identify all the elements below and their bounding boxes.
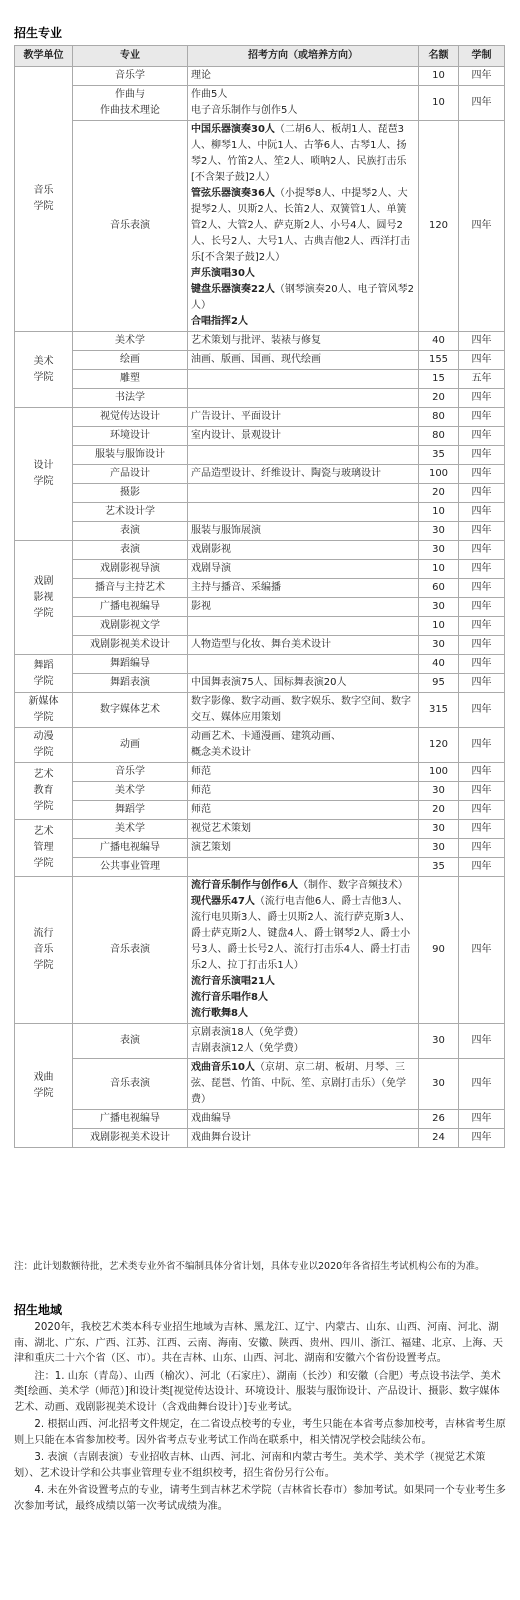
duration-cell: 四年	[459, 801, 505, 820]
direction-cell	[188, 579, 419, 598]
table-row	[15, 839, 505, 858]
table-row	[15, 858, 505, 877]
duration-cell: 四年	[459, 389, 505, 408]
college-cell: 动漫 学院	[15, 728, 73, 763]
table-row	[15, 598, 505, 617]
direction-text: 视觉艺术策划	[191, 823, 251, 834]
major-cell: 舞蹈学	[73, 801, 188, 820]
quota-cell: 80	[419, 408, 459, 427]
major-cell: 服装与服饰设计	[73, 446, 188, 465]
major-cell: 美术学	[73, 782, 188, 801]
table-row	[15, 121, 505, 332]
duration-cell: 四年	[459, 763, 505, 782]
direction-text: 戏剧影视	[191, 544, 231, 555]
table-row	[15, 522, 505, 541]
table-row	[15, 446, 505, 465]
direction-cell	[188, 763, 419, 782]
region-text	[14, 1320, 506, 1516]
direction-text: 师范	[191, 804, 211, 815]
quota-cell: 90	[419, 877, 459, 1024]
duration-cell: 四年	[459, 636, 505, 655]
region-note-2: 2. 根据山西、河北招考文件规定，在二省设点校考的专业，考生只能在本省考点参加校考，吉林省考生原则上只能在本省参加校考。因外省考点专业考试工作尚在联系中，相关情况学校会陆续公布。	[14, 1419, 506, 1446]
table-row	[15, 655, 505, 674]
direction-cell	[188, 1059, 419, 1110]
college-cell: 艺术 管理 学院	[15, 820, 73, 877]
table-row	[15, 408, 505, 427]
duration-cell: 四年	[459, 1129, 505, 1148]
direction-text: 师范	[191, 766, 211, 777]
major-cell: 音乐学	[73, 763, 188, 782]
quota-cell: 315	[419, 693, 459, 728]
duration-cell: 四年	[459, 655, 505, 674]
duration-cell: 四年	[459, 465, 505, 484]
table-row	[15, 503, 505, 522]
quota-cell: 20	[419, 801, 459, 820]
direction-text: 戏曲舞台设计	[191, 1132, 251, 1143]
quota-cell: 30	[419, 541, 459, 560]
quota-cell: 30	[419, 820, 459, 839]
table-row	[15, 465, 505, 484]
quota-cell: 10	[419, 503, 459, 522]
major-cell: 舞蹈表演	[73, 674, 188, 693]
direction-text: 中国乐器演奏30人	[191, 124, 275, 135]
quota-cell: 40	[419, 332, 459, 351]
quota-cell: 60	[419, 579, 459, 598]
direction-text: （二胡6人、板胡1人、琵琶3人、柳琴1人、中阮1人、古筝6人、古琴1人、扬琴2人、竹笛2人、笙2人、唢呐2人、民族打击乐[不含架子鼓]2人）	[191, 124, 407, 183]
direction-text: 流行歌舞8人	[191, 1008, 248, 1019]
table-row	[15, 801, 505, 820]
direction-text: （小提琴8人、中提琴2人、大提琴2人、贝斯2人、长笛2人、双簧管1人、单簧管2人、大管2人、萨克斯2人、小号4人、圆号2人、长号2人、大号1人、古典吉他2人、西洋打击乐[不含架子鼓]2人）	[191, 188, 411, 263]
major-cell: 表演	[73, 541, 188, 560]
table-row	[15, 560, 505, 579]
quota-cell: 35	[419, 446, 459, 465]
table-row	[15, 351, 505, 370]
quota-cell: 35	[419, 858, 459, 877]
direction-text: 现代器乐47人	[191, 896, 255, 907]
direction-text: 服装与服饰展演	[191, 525, 261, 536]
college-cell: 戏剧 影视 学院	[15, 541, 73, 655]
direction-text: 中国舞表演75人、国标舞表演20人	[191, 677, 347, 688]
major-cell: 戏剧影视美术设计	[73, 636, 188, 655]
table-row	[15, 636, 505, 655]
direction-cell	[188, 351, 419, 370]
direction-text: 声乐演唱30人	[191, 268, 255, 279]
direction-cell	[188, 67, 419, 86]
section-title-majors: 招生专业	[14, 26, 63, 40]
table-note: 注：此计划数额待批，艺术类专业外省不编制具体分省计划，具体专业以2020年各省招生考试机构公布的为准。	[14, 1261, 485, 1272]
major-cell: 表演	[73, 1024, 188, 1059]
quota-cell: 155	[419, 351, 459, 370]
major-cell: 戏剧影视导演	[73, 560, 188, 579]
direction-cell	[188, 389, 419, 408]
quota-cell: 95	[419, 674, 459, 693]
direction-cell	[188, 636, 419, 655]
direction-text: 京剧表演18人（免学费） 吉剧表演12人（免学费）	[191, 1027, 304, 1054]
duration-cell: 四年	[459, 351, 505, 370]
quota-cell: 24	[419, 1129, 459, 1148]
major-cell: 美术学	[73, 332, 188, 351]
direction-text: 影视	[191, 601, 211, 612]
direction-text: 艺术策划与批评、装裱与修复	[191, 335, 321, 346]
table-row	[15, 728, 505, 763]
quota-cell: 80	[419, 427, 459, 446]
duration-cell: 四年	[459, 121, 505, 332]
table-row	[15, 617, 505, 636]
duration-cell: 四年	[459, 877, 505, 1024]
direction-cell	[188, 427, 419, 446]
table-header-row	[15, 46, 505, 67]
direction-cell	[188, 465, 419, 484]
duration-cell: 四年	[459, 579, 505, 598]
direction-cell	[188, 598, 419, 617]
direction-text: 理论	[191, 70, 211, 81]
direction-text: 动画艺术、卡通漫画、建筑动画、 概念美术设计	[191, 731, 341, 758]
direction-cell	[188, 877, 419, 1024]
major-cell: 艺术设计学	[73, 503, 188, 522]
quota-cell: 30	[419, 636, 459, 655]
region-note-1: 注：1. 山东（青岛）、山西（榆次）、河北（石家庄）、湖南（长沙）和安徽（合肥）考点设书法学、美术类[绘画、美术学（师范）]和设计类[视觉传达设计、环境设计、服装与服饰设计、产品设计、摄影、数字媒体艺术、动画、戏剧影视美术设计（含戏曲舞台设计）]专业考试。	[14, 1370, 501, 1413]
direction-text: 作曲5人 电子音乐制作与创作5人	[191, 89, 298, 116]
direction-cell	[188, 728, 419, 763]
direction-text: 戏剧导演	[191, 563, 231, 574]
table-body	[15, 67, 505, 1148]
direction-text: （京胡、京二胡、板胡、月琴、三弦、琵琶、竹笛、中阮、笙、京剧打击乐）（免学费）	[191, 1062, 406, 1105]
direction-cell	[188, 560, 419, 579]
table-row	[15, 877, 505, 1024]
direction-cell	[188, 408, 419, 427]
table-row	[15, 1059, 505, 1110]
duration-cell: 四年	[459, 86, 505, 121]
duration-cell: 四年	[459, 839, 505, 858]
college-cell: 美术 学院	[15, 332, 73, 408]
major-cell: 音乐学	[73, 67, 188, 86]
direction-text: （流行电吉他6人、爵士吉他3人、流行电贝斯3人、爵士贝斯2人、流行萨克斯3人、爵士萨克斯2人、键盘4人、爵士钢琴2人、爵士小号3人、爵士长号2人、流行打击乐4人、爵士打击乐2人、拉丁打击乐1人）	[191, 896, 411, 971]
direction-cell	[188, 839, 419, 858]
table-row	[15, 389, 505, 408]
major-cell: 音乐表演	[73, 121, 188, 332]
direction-cell	[188, 674, 419, 693]
duration-cell: 四年	[459, 522, 505, 541]
major-cell: 广播电视编导	[73, 598, 188, 617]
region-paragraph: 2020年，我校艺术类本科专业招生地域为吉林、黑龙江、辽宁、内蒙古、山东、山西、河南、河北、湖南、湖北、广东、广西、江苏、江西、云南、海南、安徽、陕西、贵州、四川、浙江、福建、北京、上海、天津和重庆二十六个省（区、市）。共在吉林、山东、山西、河北、湖南和安徽六个省份设置考点。	[14, 1322, 503, 1364]
duration-cell: 四年	[459, 1110, 505, 1129]
direction-cell	[188, 503, 419, 522]
duration-cell: 四年	[459, 1059, 505, 1110]
quota-cell: 30	[419, 1024, 459, 1059]
duration-cell: 四年	[459, 446, 505, 465]
direction-cell	[188, 1129, 419, 1148]
direction-text: 数字影像、数字动画、数字娱乐、数字空间、数字交互、媒体应用策划	[191, 696, 411, 723]
direction-text: 人物造型与化妆、舞台美术设计	[191, 639, 331, 650]
major-cell: 舞蹈编导	[73, 655, 188, 674]
major-cell: 数字媒体艺术	[73, 693, 188, 728]
quota-cell: 15	[419, 370, 459, 389]
duration-cell: 四年	[459, 408, 505, 427]
direction-cell	[188, 121, 419, 332]
duration-cell: 四年	[459, 820, 505, 839]
header-quota: 名额	[419, 46, 459, 67]
major-cell: 环境设计	[73, 427, 188, 446]
duration-cell: 五年	[459, 370, 505, 389]
table-row	[15, 1024, 505, 1059]
header-unit: 教学单位	[15, 46, 73, 67]
direction-cell	[188, 446, 419, 465]
direction-text: 戏曲音乐10人	[191, 1062, 255, 1073]
quota-cell: 100	[419, 763, 459, 782]
major-cell: 绘画	[73, 351, 188, 370]
header-major: 专业	[73, 46, 188, 67]
table-row	[15, 1110, 505, 1129]
college-cell: 音乐 学院	[15, 67, 73, 332]
direction-text: 室内设计、景观设计	[191, 430, 281, 441]
college-cell: 设计 学院	[15, 408, 73, 541]
table-row	[15, 820, 505, 839]
duration-cell: 四年	[459, 728, 505, 763]
table-row	[15, 332, 505, 351]
major-cell: 音乐表演	[73, 877, 188, 1024]
quota-cell: 10	[419, 560, 459, 579]
duration-cell: 四年	[459, 598, 505, 617]
direction-cell	[188, 782, 419, 801]
direction-text: （制作、数字音频技术）	[297, 880, 408, 891]
duration-cell: 四年	[459, 693, 505, 728]
table-row	[15, 1129, 505, 1148]
header-duration: 学制	[459, 46, 505, 67]
quota-cell: 10	[419, 86, 459, 121]
major-cell: 戏剧影视文学	[73, 617, 188, 636]
table-row	[15, 370, 505, 389]
table-row	[15, 782, 505, 801]
quota-cell: 26	[419, 1110, 459, 1129]
direction-text: 键盘乐器演奏22人	[191, 284, 275, 295]
table-row	[15, 67, 505, 86]
quota-cell: 40	[419, 655, 459, 674]
duration-cell: 四年	[459, 503, 505, 522]
direction-text: 流行音乐演唱21人	[191, 976, 275, 987]
quota-cell: 20	[419, 389, 459, 408]
table-row	[15, 541, 505, 560]
quota-cell: 120	[419, 121, 459, 332]
major-cell: 广播电视编导	[73, 839, 188, 858]
major-cell: 播音与主持艺术	[73, 579, 188, 598]
direction-cell	[188, 617, 419, 636]
duration-cell: 四年	[459, 782, 505, 801]
duration-cell: 四年	[459, 541, 505, 560]
direction-text: 管弦乐器演奏36人	[191, 188, 275, 199]
direction-text: （钢琴演奏20人、电子管风琴2人）	[191, 284, 415, 311]
duration-cell: 四年	[459, 674, 505, 693]
direction-cell	[188, 541, 419, 560]
major-cell: 雕塑	[73, 370, 188, 389]
duration-cell: 四年	[459, 1024, 505, 1059]
major-cell: 作曲与 作曲技术理论	[73, 86, 188, 121]
quota-cell: 120	[419, 728, 459, 763]
majors-table	[14, 45, 505, 1148]
quota-cell: 10	[419, 617, 459, 636]
duration-cell: 四年	[459, 332, 505, 351]
direction-cell	[188, 1024, 419, 1059]
major-cell: 公共事业管理	[73, 858, 188, 877]
quota-cell: 30	[419, 1059, 459, 1110]
table-row	[15, 427, 505, 446]
direction-text: 主持与播音、采编播	[191, 582, 281, 593]
college-cell: 艺术 教育 学院	[15, 763, 73, 820]
table-row	[15, 86, 505, 121]
major-cell: 书法学	[73, 389, 188, 408]
major-cell: 广播电视编导	[73, 1110, 188, 1129]
college-cell: 流行 音乐 学院	[15, 877, 73, 1024]
direction-cell	[188, 693, 419, 728]
direction-text: 广告设计、平面设计	[191, 411, 281, 422]
major-cell: 戏剧影视美术设计	[73, 1129, 188, 1148]
duration-cell: 四年	[459, 858, 505, 877]
duration-cell: 四年	[459, 67, 505, 86]
table-row	[15, 484, 505, 503]
direction-text: 师范	[191, 785, 211, 796]
quota-cell: 30	[419, 782, 459, 801]
duration-cell: 四年	[459, 427, 505, 446]
direction-cell	[188, 522, 419, 541]
major-cell: 视觉传达设计	[73, 408, 188, 427]
quota-cell: 100	[419, 465, 459, 484]
direction-cell	[188, 370, 419, 389]
major-cell: 产品设计	[73, 465, 188, 484]
direction-cell	[188, 858, 419, 877]
direction-cell	[188, 801, 419, 820]
major-cell: 表演	[73, 522, 188, 541]
college-cell: 舞蹈 学院	[15, 655, 73, 693]
header-direction: 招考方向（或培养方向）	[188, 46, 419, 67]
direction-cell	[188, 1110, 419, 1129]
duration-cell: 四年	[459, 560, 505, 579]
direction-text: 产品造型设计、纤维设计、陶瓷与玻璃设计	[191, 468, 381, 479]
quota-cell: 10	[419, 67, 459, 86]
section-title-regions: 招生地域	[14, 1303, 63, 1317]
major-cell: 动画	[73, 728, 188, 763]
direction-cell	[188, 655, 419, 674]
duration-cell: 四年	[459, 617, 505, 636]
region-note-4: 4. 未在外省设置考点的专业，请考生到吉林艺术学院（吉林省长春市）参加考试。如果同一个专业考生多次参加考试，最终成绩以第一次考试成绩为准。	[14, 1485, 506, 1512]
table-row	[15, 579, 505, 598]
table-row	[15, 674, 505, 693]
table-row	[15, 693, 505, 728]
direction-cell	[188, 484, 419, 503]
college-cell: 戏曲 学院	[15, 1024, 73, 1148]
direction-cell	[188, 86, 419, 121]
quota-cell: 30	[419, 522, 459, 541]
direction-text: 流行音乐唱作8人	[191, 992, 268, 1003]
major-cell: 美术学	[73, 820, 188, 839]
direction-cell	[188, 820, 419, 839]
direction-text: 油画、版画、国画、现代绘画	[191, 354, 321, 365]
college-cell: 新媒体 学院	[15, 693, 73, 728]
table-row	[15, 763, 505, 782]
direction-text: 流行音乐制作与创作6人	[191, 880, 298, 891]
major-cell: 音乐表演	[73, 1059, 188, 1110]
direction-text: 合唱指挥2人	[191, 316, 248, 327]
direction-text: 演艺策划	[191, 842, 231, 853]
quota-cell: 30	[419, 839, 459, 858]
quota-cell: 20	[419, 484, 459, 503]
region-note-3: 3. 表演（吉剧表演）专业招收吉林、山西、河北、河南和内蒙古考生。美术学、美术学（视觉艺术策划）、艺术设计学和公共事业管理专业不组织校考，招生省份另行公布。	[14, 1452, 486, 1479]
direction-cell	[188, 332, 419, 351]
quota-cell: 30	[419, 598, 459, 617]
major-cell: 摄影	[73, 484, 188, 503]
duration-cell: 四年	[459, 484, 505, 503]
direction-text: 戏曲编导	[191, 1113, 231, 1124]
